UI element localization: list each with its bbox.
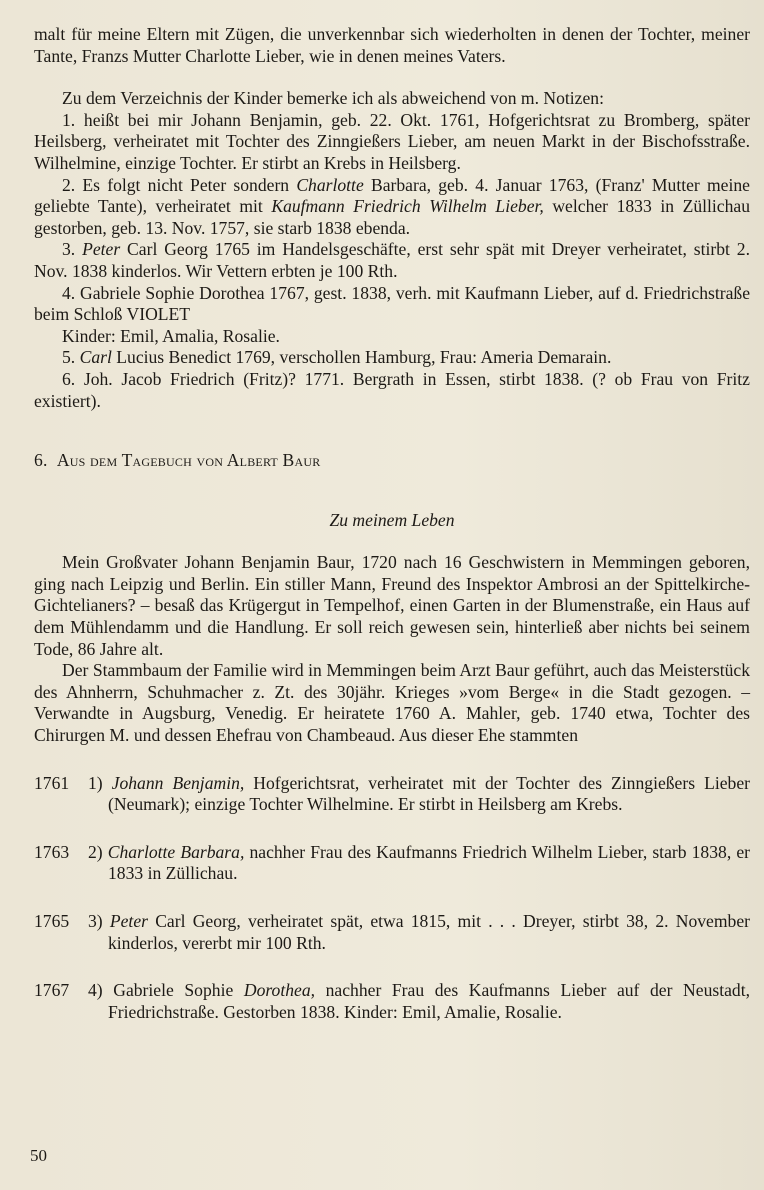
family-entry-1763	[34, 842, 750, 885]
paragraph-intro: malt für meine Eltern mit Zügen, die unverkennbar sich wiederholten in denen der Tochter, meiner Tante, Franzs Mutter Charlotte Lieber, wie in denen meines Vaters.	[34, 24, 750, 66]
list-item-5: 5. Carl Lucius Benedict 1769, verschollen Hamburg, Frau: Ameria Demarain.	[62, 347, 612, 368]
page-number: 50	[30, 1146, 47, 1165]
paragraph-notes-heading: Zu dem Verzeichnis der Kinder bemerke ich als abweichend von m. Notizen:	[62, 88, 604, 109]
entry-year: 1767	[34, 980, 70, 1001]
body-paragraph-2: Der Stammbaum der Familie wird in Memmingen beim Arzt Baur geführt, auch das Meisterstück des Ahnherrn, Schuhmacher z. Zt. des 30jähr. Krieges »vom Berge« in die Stadt gezogen. – Verwandte in Augsburg, Venedig. Er heiratete 1760 A. Mahler, geb. 1740 etwa, Tochter des Chirurgen M. und dessen Ehefrau von Chambeaud. Aus dieser Ehe stammten	[34, 660, 750, 746]
section-heading: 6. Aus dem Tagebuch von Albert Baur	[34, 450, 321, 471]
entry-year: 1761	[34, 772, 70, 793]
entry-text: 1) Johann Benjamin, Hofgerichtsrat, verheiratet mit der Tochter des Zinngießers Lieber (Neumark); einzige Tochter Wilhelmine. Er stirbt in Heilsberg am Krebs.	[88, 772, 750, 815]
family-entry-1761	[34, 773, 750, 816]
page-text	[34, 24, 750, 1023]
entry-text: 3) Peter Carl Georg, verheiratet spät, etwa 1815, mit . . . Dreyer, stirbt 38, 2. November kinderlos, vererbt mir 100 Rth.	[88, 911, 750, 953]
body-paragraph-1: Mein Großvater Johann Benjamin Baur, 1720 nach 16 Geschwistern in Memmingen geboren, ging nach Leipzig und Berlin. Ein stiller Mann, Freund des Inspektor Ambrosi an der Spittelkirche-Gichtelianers? – besaß das Krügergut in Tempelhof, einen Garten in der Blumenstraße, ein Haus auf dem Mühlendamm und die Handlung. Er soll reich gewesen sein, hinterließ aber nichts bei seinem Tode, 86 Jahre alt.	[34, 552, 750, 659]
list-item-2: 2. Es folgt nicht Peter sondern Charlotte Barbara, geb. 4. Januar 1763, (Franz' Mutter meine geliebte Tante), verheiratet mit Kaufmann Friedrich Wilhelm Lieber, welcher 1833 in Züllichau gestorben, geb. 13. Nov. 1757, sie starb 1838 ebenda.	[34, 174, 750, 238]
entry-text: 4) Gabriele Sophie Dorothea, nachher Frau des Kaufmanns Lieber auf der Neustadt, Friedrichstraße. Gestorben 1838. Kinder: Emil, Amalie, Rosalie.	[88, 980, 750, 1022]
list-item-6: 6. Joh. Jacob Friedrich (Fritz)? 1771. Bergrath in Essen, stirbt 1838. (? ob Frau von Fritz existiert).	[34, 368, 750, 411]
entry-year: 1765	[34, 911, 70, 931]
entry-text: 2) Charlotte Barbara, nachher Frau des Kaufmanns Friedrich Wilhelm Lieber, starb 1838, er 1833 in Züllichau.	[88, 841, 750, 884]
section-subtitle: Zu meinem Leben	[329, 509, 455, 530]
list-item-4: 4. Gabriele Sophie Dorothea 1767, gest. 1838, verh. mit Kaufmann Lieber, auf d. Friedrichstraße beim Schloß VIOLET	[34, 282, 750, 325]
list-item-4-children: Kinder: Emil, Amalia, Rosalie.	[62, 325, 280, 346]
list-item-3: 3. Peter Carl Georg 1765 im Handelsgeschäfte, erst sehr spät mit Dreyer verheiratet, stirbt 2. Nov. 1838 kinderlos. Wir Vettern erbten je 100 Rth.	[34, 239, 751, 281]
entry-year: 1763	[34, 841, 70, 862]
family-entry-1765	[34, 911, 750, 954]
list-item-1: 1. heißt bei mir Johann Benjamin, geb. 22. Okt. 1761, Hofgerichtsrat zu Bromberg, später Heilsberg, verheiratet mit Tochter des Zinngießers Lieber, am neuen Markt in der Bischofsstraße. Wilhelmine, einzige Tochter. Er stirbt an Krebs in Heilsberg.	[34, 109, 750, 173]
family-entry-1767	[34, 980, 750, 1023]
